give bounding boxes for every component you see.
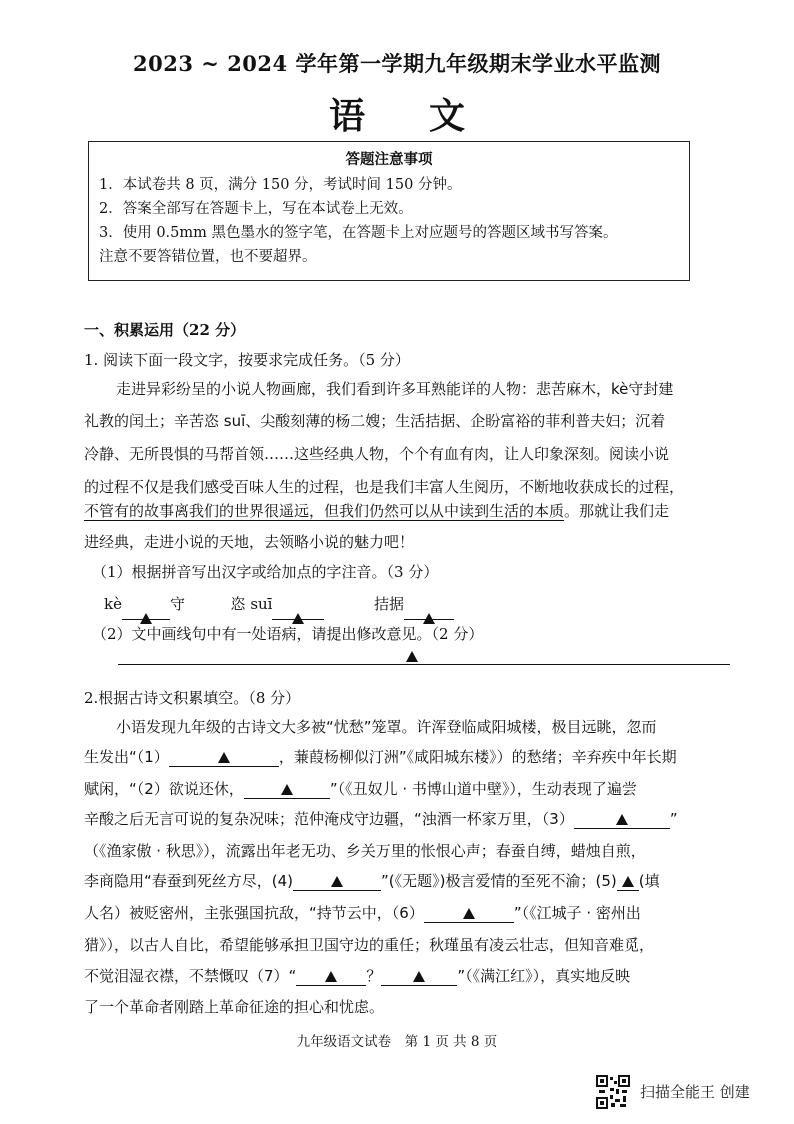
answer-blank-6[interactable]: [424, 904, 514, 923]
q2-text: 生发出“（1）: [84, 748, 169, 766]
answer-blank-7a[interactable]: [296, 967, 366, 986]
q2-text: ”: [669, 810, 678, 828]
answer-blank-2[interactable]: [244, 780, 330, 799]
passage-line: 冷静、无所畏惧的马帮首领……这些经典人物，个个有血有肉，让人印象深刻。阅读小说: [84, 445, 670, 463]
section-heading: 一、积累运用（22 分）: [84, 321, 246, 339]
pinyin-sui: 恣 suī: [230, 595, 273, 613]
question-2-title: 2.根据古诗文积累填空。（8 分）: [84, 689, 301, 707]
notice-line: 注意不要答错位置，也不要超界。: [99, 249, 317, 265]
q2-text: ，蒹葭杨柳似汀洲”《咸阳城东楼》）的愁绪；辛弃疾中年长期: [278, 748, 677, 766]
q2-text: ？: [366, 967, 382, 985]
answer-blank-3[interactable]: [574, 810, 670, 829]
passage-line: 礼教的闰土；辛苦恣 suī、尖酸刻薄的杨二嫂；生活拮据、企盼富裕的菲利普夫妇；沉着: [84, 412, 666, 430]
q2-line: 了一个革命者刚踏上革命征途的担心和忧虑。: [84, 998, 385, 1016]
notice-box: [88, 141, 690, 281]
q2-text: 不觉泪湿衣襟，不禁慨叹（7）“: [84, 967, 297, 985]
q2-text: 人名）被贬密州，主张强国抗敌，“持节云中，（6）: [84, 904, 424, 922]
triangle-icon: [325, 971, 337, 982]
q2-text: ”（《丑奴儿 · 书博山道中壁》），生动表现了遍尝: [329, 780, 637, 798]
notice-line: 1．本试卷共 8 页，满分 150 分，考试时间 150 分钟。: [99, 177, 462, 193]
q2-line: 小语发现九年级的古诗文大多被“忧愁”笼罩。许浑登临咸阳城楼，极目远眺，忽而: [116, 718, 657, 736]
sub-question-2: （2）文中画线句中有一处语病，请提出修改意见。（2 分）: [92, 625, 484, 643]
answer-line[interactable]: [118, 664, 730, 665]
triangle-icon: [218, 752, 230, 763]
q2-line: [84, 902, 641, 923]
notice-line: 2．答案全部写在答题卡上，写在本试卷上无效。: [99, 201, 413, 217]
pinyin-jieju: 拮据: [374, 595, 405, 613]
pinyin-row: [104, 588, 454, 620]
exam-title: 2023 ~ 2024 学年第一学期九年级期末学业水平监测: [133, 51, 661, 76]
triangle-icon: [616, 814, 628, 825]
q2-text: 赋闲，“（2）欲说还休，: [84, 780, 244, 798]
subject-title: 语文: [328, 95, 529, 137]
q2-line: （《渔家傲 · 秋思》），流露出年老无功、乡关万里的怅恨心声；春蚕自缚，蜡烛自煎，: [84, 842, 646, 860]
answer-blank-1[interactable]: [169, 748, 279, 767]
triangle-icon: [406, 651, 418, 662]
triangle-icon: [413, 971, 425, 982]
qr-code-icon: [596, 1075, 630, 1109]
scanner-watermark: 扫描全能王 创建: [640, 1083, 750, 1101]
q2-text: ”（《满江红》），真实地反映: [457, 967, 631, 985]
q2-text: 辛酸之后无言可说的复杂况味；范仲淹戍守边疆，“浊酒一杯家万里，（3）: [84, 810, 574, 828]
sub-question-1: （1）根据拼音写出汉字或给加点的字注音。（3 分）: [92, 563, 439, 581]
q2-line: [84, 778, 637, 799]
pinyin-ke: kè: [104, 595, 122, 613]
q2-text: 李商隐用“春蚕到死丝方尽，(4): [84, 872, 294, 890]
triangle-icon: [622, 876, 634, 887]
answer-blank-5[interactable]: [617, 872, 639, 891]
page-footer: 九年级语文试卷 第 1 页 共 8 页: [296, 1034, 498, 1050]
notice-line: 3．使用 0.5mm 黑色墨水的签字笔，在答题卡上对应题号的答题区域书写答案。: [99, 225, 618, 241]
q2-line: [84, 965, 630, 986]
triangle-icon: [463, 908, 475, 919]
passage-line: 走进异彩纷呈的小说人物画廊，我们看到许多耳熟能详的人物：悲苦麻木，kè守封建: [116, 380, 674, 398]
triangle-icon: [281, 784, 293, 795]
q2-line: [84, 870, 660, 891]
underlined-sentence: 不管有的故事离我们的世界很遥远，但我们仍然可以从中读到生活的本质: [84, 502, 565, 520]
q2-line: 猎》），以古人自比，希望能够承担卫国守边的重任；秋瑾虽有凌云壮志，但知音难觅，: [84, 936, 655, 954]
q2-text: (填: [638, 872, 660, 890]
passage-line: [84, 500, 669, 521]
passage-tail: 。那就让我们走: [564, 502, 670, 520]
question-1-title: 1. 阅读下面一段文字，按要求完成任务。（5 分）: [84, 351, 410, 369]
answer-blank-4[interactable]: [293, 872, 381, 891]
answer-blank-7b[interactable]: [381, 967, 457, 986]
q2-line: [84, 746, 677, 767]
passage-line: 进经典，走进小说的天地，去领略小说的魅力吧！: [84, 533, 415, 551]
passage-line: 的过程不仅是我们感受百味人生的过程，也是我们丰富人生阅历，不断地收获成长的过程，: [84, 478, 685, 496]
pinyin-shou: 守: [169, 595, 185, 613]
q2-text: ”（《江城子 · 密州出: [513, 904, 641, 922]
notice-title: 答题注意事项: [345, 151, 433, 168]
triangle-icon: [331, 876, 343, 887]
q2-line: [84, 808, 678, 829]
q2-text: ”(《无题》)极言爱情的至死不渝；(5): [381, 872, 617, 890]
